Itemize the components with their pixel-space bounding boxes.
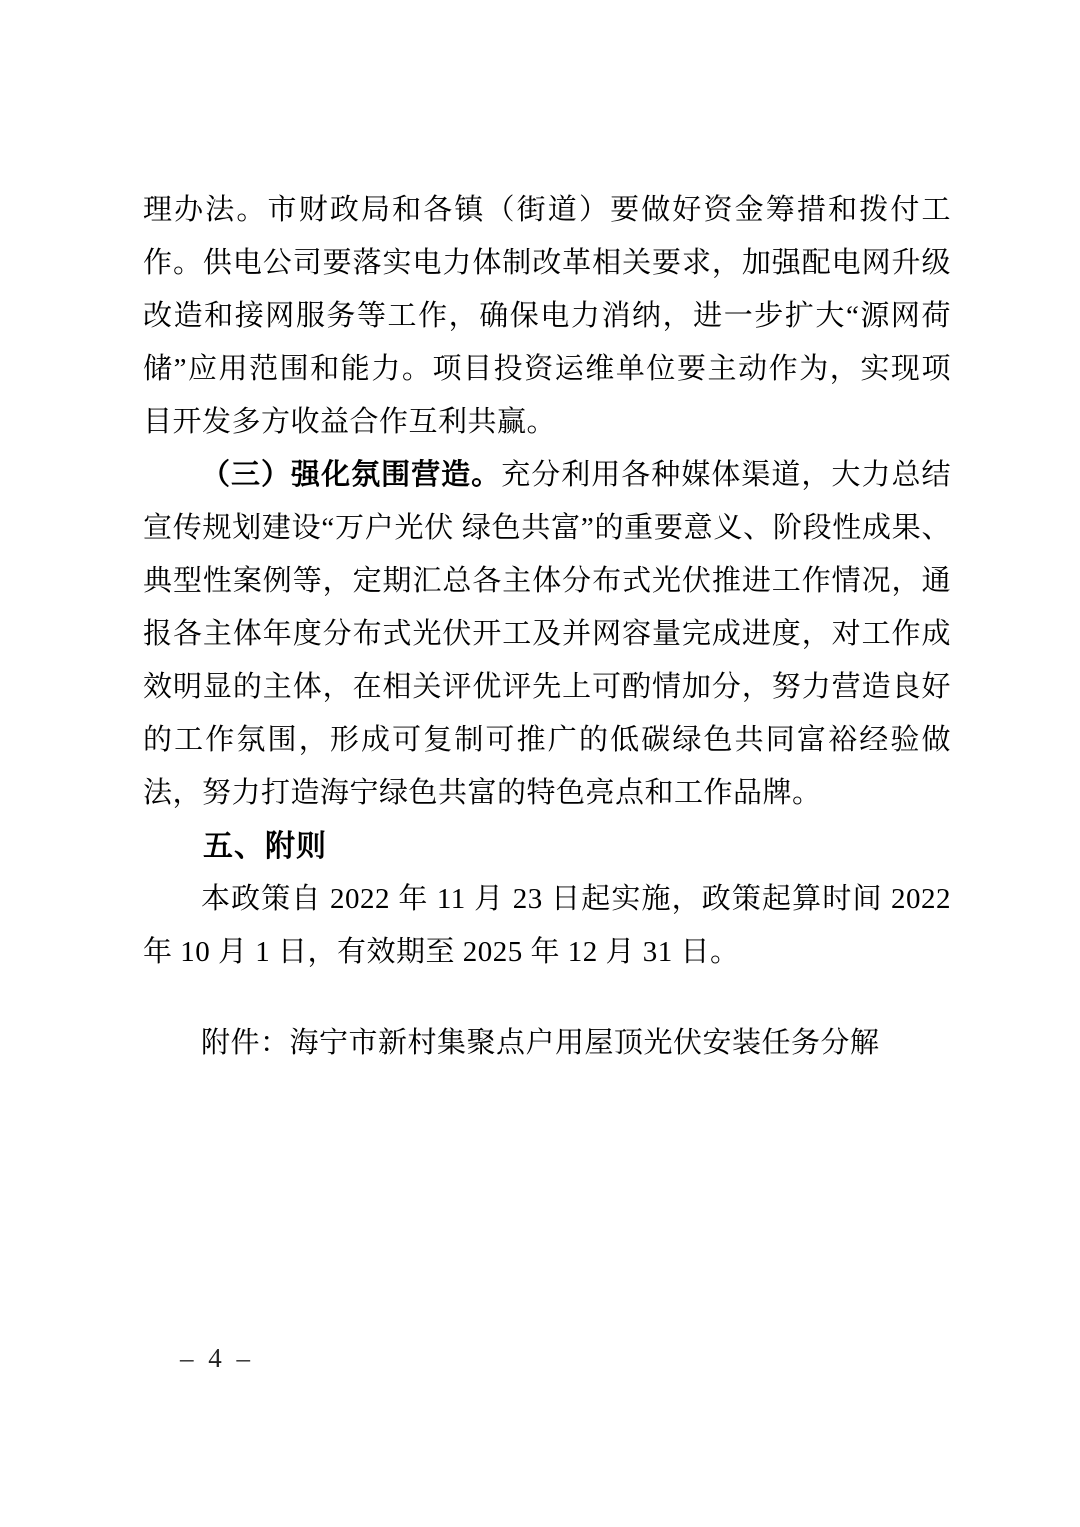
paragraph-continuation: 理办法。市财政局和各镇（街道）要做好资金筹措和拨付工作。供电公司要落实电力体制改革相关要求，加强配电网升级改造和接网服务等工作，确保电力消纳，进一步扩大“源网荷储”应用范围和能力。项目投资运维单位要主动作为，实现项目开发多方收益合作互利共赢。: [143, 194, 951, 438]
section-heading-supplementary-provisions: 五、附则: [203, 830, 327, 863]
paragraph-section-3-lead: （三）强化氛围营造。: [201, 459, 502, 491]
page-number: – 4 –: [180, 1343, 254, 1373]
paragraph-section-3-body: 充分利用各种媒体渠道，大力总结宣传规划建设“万户光伏 绿色共富”的重要意义、阶段性成果、典型性案例等，定期汇总各主体分布式光伏推进工作情况，通报各主体年度分布式光伏开工及并网容量完成进度，对工作成效明显的主体，在相关评优评先上可酌情加分，努力营造良好的工作氛围，形成可复制可推广的低碳绿色共同富裕经验做法，努力打造海宁绿色共富的特色亮点和工作品牌。: [143, 459, 951, 809]
paragraph-section-3: [143, 449, 951, 820]
attachment-reference: 附件：海宁市新村集聚点户用屋顶光伏安装任务分解: [201, 1027, 880, 1059]
document-body: [143, 184, 951, 1070]
paragraph-effective-dates: 本政策自 2022 年 11 月 23 日起实施，政策起算时间 2022 年 10 月 1 日，有效期至 2025 年 12 月 31 日。: [143, 883, 951, 968]
